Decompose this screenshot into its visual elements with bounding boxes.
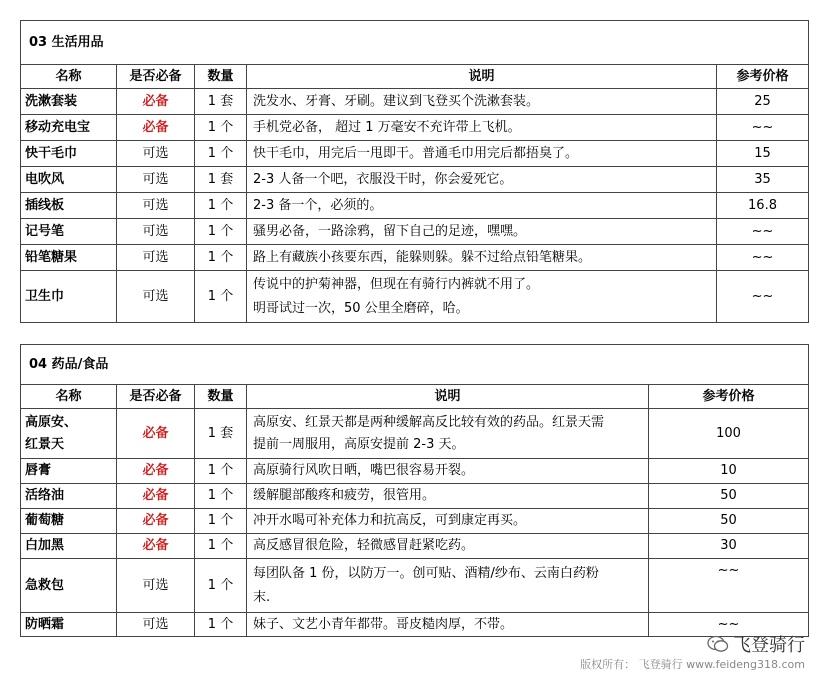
item-desc: 高原骑行风吹日晒，嘴巴很容易开裂。 [247, 459, 649, 484]
copyright-text: 版权所有： 飞登骑行 www.feideng318.com [580, 658, 805, 671]
item-price: ~~ [649, 613, 809, 637]
item-name: 卫生巾 [21, 271, 117, 323]
header-qty: 数量 [195, 385, 247, 409]
item-desc: 手机党必备， 超过 1 万毫安不充许带上飞机。 [247, 115, 717, 141]
table-row [21, 141, 809, 167]
item-need: 可选 [117, 141, 195, 167]
item-desc-line-2: 提前一周服用，高原安提前 2-3 天。 [253, 436, 465, 452]
item-desc: 路上有藏族小孩要东西，能躲则躲。躲不过给点铅笔糖果。 [247, 245, 717, 271]
table-row [21, 484, 809, 509]
section-title: 03 生活用品 [21, 21, 809, 65]
item-desc [247, 409, 649, 459]
item-name: 洗漱套装 [21, 89, 117, 115]
section-04-table [20, 344, 809, 637]
header-need: 是否必备 [117, 385, 195, 409]
item-qty: 1 个 [195, 559, 247, 613]
item-qty: 1 个 [195, 271, 247, 323]
header-price: 参考价格 [717, 65, 809, 89]
item-price: 10 [649, 459, 809, 484]
item-need: 必备 [117, 115, 195, 141]
item-price: 100 [649, 409, 809, 459]
item-name: 记号笔 [21, 219, 117, 245]
section-03-table [20, 20, 809, 323]
item-desc-line-1: 传说中的护菊神器，但现在有骑行内裤就不用了。 [253, 276, 540, 292]
item-qty: 1 个 [195, 115, 247, 141]
item-name: 移动充电宝 [21, 115, 117, 141]
item-qty: 1 个 [195, 534, 247, 559]
item-qty: 1 套 [195, 409, 247, 459]
item-price: 25 [717, 89, 809, 115]
item-qty: 1 套 [195, 89, 247, 115]
section-title: 04 药品/食品 [21, 345, 809, 385]
item-need: 可选 [117, 245, 195, 271]
item-name: 铅笔糖果 [21, 245, 117, 271]
item-desc: 妹子、文艺小青年都带。哥皮糙肉厚，不带。 [247, 613, 649, 637]
item-name: 快干毛巾 [21, 141, 117, 167]
item-need: 必备 [117, 89, 195, 115]
item-name: 白加黑 [21, 534, 117, 559]
item-desc: 骚男必备，一路涂鸦，留下自己的足迹，嘿嘿。 [247, 219, 717, 245]
item-desc: 冲开水喝可补充体力和抗高反，可到康定再买。 [247, 509, 649, 534]
item-qty: 1 个 [195, 219, 247, 245]
item-name: 防晒霜 [21, 613, 117, 637]
header-qty: 数量 [195, 65, 247, 89]
item-need: 可选 [117, 559, 195, 613]
brand-name: 飞登骑行 [733, 635, 805, 656]
item-desc: 快干毛巾，用完后一甩即干。普通毛巾用完后都捂臭了。 [247, 141, 717, 167]
item-price: 16.8 [717, 193, 809, 219]
item-qty: 1 个 [195, 245, 247, 271]
item-price: ~~ [717, 245, 809, 271]
item-price: ~~ [649, 559, 809, 613]
item-need: 可选 [117, 167, 195, 193]
item-need: 必备 [117, 459, 195, 484]
item-qty: 1 个 [195, 193, 247, 219]
header-desc: 说明 [247, 65, 717, 89]
item-price: ~~ [717, 115, 809, 141]
item-name: 插线板 [21, 193, 117, 219]
item-need: 可选 [117, 613, 195, 637]
item-desc: 2-3 人备一个吧，衣服没干时，你会爱死它。 [247, 167, 717, 193]
item-qty: 1 个 [195, 613, 247, 637]
wechat-logo-icon [707, 635, 729, 653]
item-desc [247, 559, 649, 613]
item-desc-line-1: 每团队备 1 份，以防万一。创可贴、酒精/纱布、云南白药粉 [253, 565, 599, 581]
header-desc: 说明 [247, 385, 649, 409]
item-desc-line-2: 末. [253, 589, 271, 605]
table-row [21, 409, 809, 459]
item-name-line-1: 高原安、 [25, 414, 78, 430]
item-name: 电吹风 [21, 167, 117, 193]
item-desc-line-1: 高原安、红景天都是两种缓解高反比较有效的药品。红景天需 [253, 414, 605, 430]
item-price: ~~ [717, 271, 809, 323]
item-desc: 2-3 备一个，必须的。 [247, 193, 717, 219]
item-qty: 1 个 [195, 459, 247, 484]
item-price: 35 [717, 167, 809, 193]
item-name: 急救包 [21, 559, 117, 613]
table-row [21, 459, 809, 484]
item-desc: 高反感冒很危险，轻微感冒赶紧吃药。 [247, 534, 649, 559]
item-qty: 1 套 [195, 167, 247, 193]
header-price: 参考价格 [649, 385, 809, 409]
table-row [21, 271, 809, 323]
item-need: 必备 [117, 509, 195, 534]
table-row [21, 559, 809, 613]
item-qty: 1 个 [195, 509, 247, 534]
item-desc: 洗发水、牙膏、牙刷。建议到飞登买个洗漱套装。 [247, 89, 717, 115]
item-name: 唇膏 [21, 459, 117, 484]
header-name: 名称 [21, 65, 117, 89]
table-row [21, 509, 809, 534]
table-row [21, 613, 809, 637]
table-row [21, 167, 809, 193]
item-qty: 1 个 [195, 484, 247, 509]
brand-watermark [707, 630, 805, 658]
header-name: 名称 [21, 385, 117, 409]
table-row [21, 193, 809, 219]
item-need: 可选 [117, 219, 195, 245]
item-desc: 缓解腿部酸疼和疲劳，很管用。 [247, 484, 649, 509]
item-price: ~~ [717, 219, 809, 245]
item-qty: 1 个 [195, 141, 247, 167]
item-name: 活络油 [21, 484, 117, 509]
item-name [21, 409, 117, 459]
table-header-row [21, 385, 809, 409]
table-row [21, 245, 809, 271]
table-row [21, 89, 809, 115]
item-price: 50 [649, 509, 809, 534]
table-row [21, 219, 809, 245]
item-price: 50 [649, 484, 809, 509]
item-need: 必备 [117, 409, 195, 459]
item-name-line-2: 红景天 [25, 436, 65, 452]
item-need: 必备 [117, 484, 195, 509]
item-need: 必备 [117, 534, 195, 559]
table-row [21, 115, 809, 141]
item-need: 可选 [117, 271, 195, 323]
header-need: 是否必备 [117, 65, 195, 89]
item-price: 30 [649, 534, 809, 559]
item-desc-line-2: 明哥试过一次，50 公里全磨碎，哈。 [253, 300, 469, 316]
item-desc [247, 271, 717, 323]
item-need: 可选 [117, 193, 195, 219]
item-name: 葡萄糖 [21, 509, 117, 534]
table-row [21, 534, 809, 559]
item-price: 15 [717, 141, 809, 167]
table-header-row [21, 65, 809, 89]
